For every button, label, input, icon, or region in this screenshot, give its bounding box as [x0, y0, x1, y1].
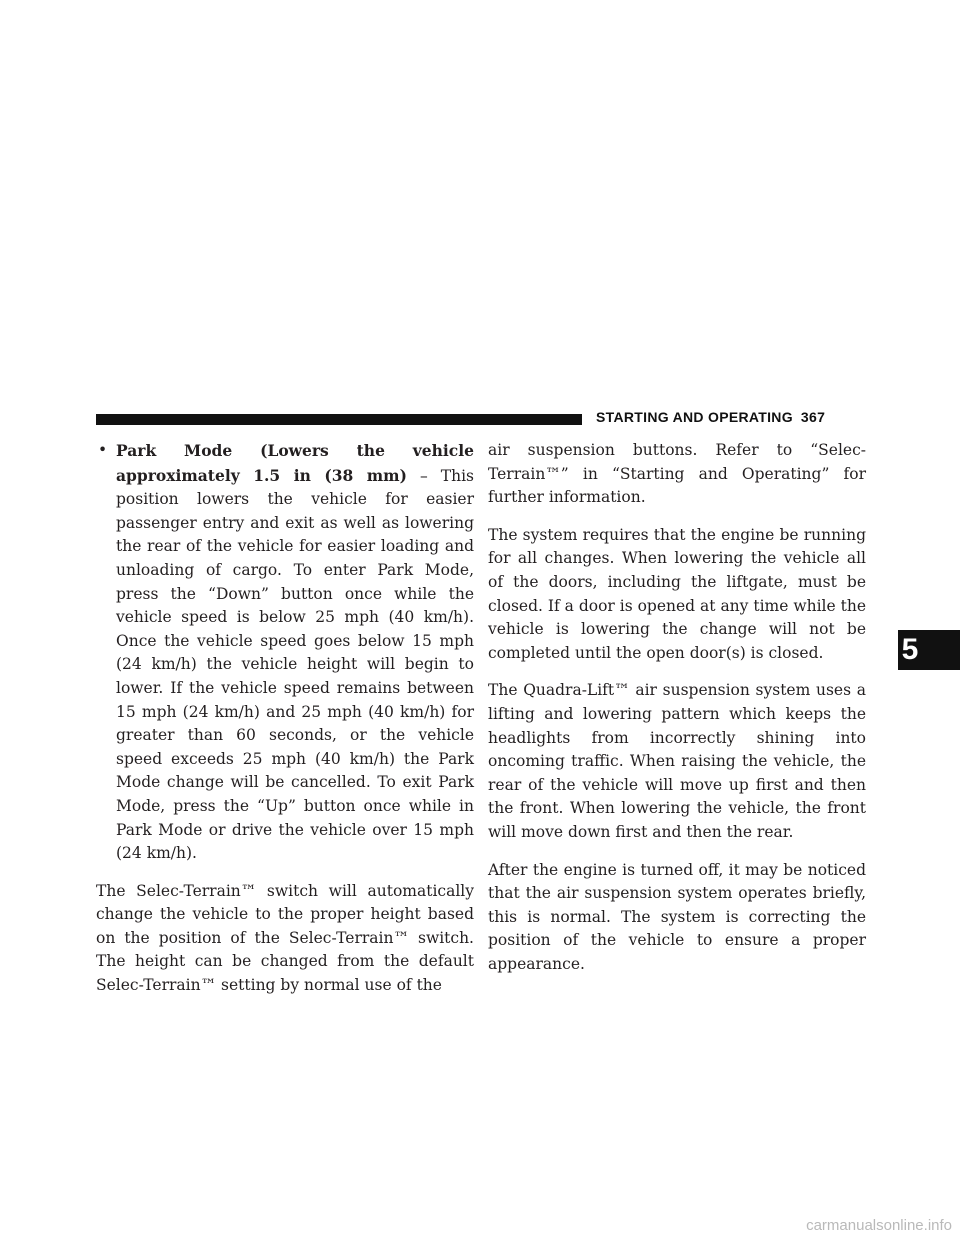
watermark: carmanualsonline.info	[806, 1217, 952, 1234]
park-mode-heading: Park Mode (Lowers the vehicle approximately 1.5 in (38 mm)	[116, 441, 474, 485]
park-mode-bullet	[96, 439, 474, 866]
selec-terrain-paragraph: The Selec-Terrain™ switch will automatically change the vehicle to the proper height based on the position of the Selec-Terrain™ switch. The height can be changed from the default Selec-Terrain™ setting by normal use of the	[96, 881, 474, 995]
right-column	[488, 439, 866, 990]
section-tab-number: 5	[901, 633, 919, 666]
paragraph-engine-off: After the engine is turned off, it may be noticed that the air suspension system operates briefly, this is normal. The system is correcting the position of the vehicle to ensure a proper appearance.	[488, 860, 866, 973]
park-mode-text: – This position lowers the vehicle for easier passenger entry and exit as well as lowering the rear of the vehicle for easier loading and unloading of cargo. To enter Park Mode, press the “Down” button once while the vehicle speed is below 25 mph (40 km/h). Once the vehicle speed goes below 15 mph (24 km/h) the vehicle height will begin to lower. If the vehicle speed remains between 15 mph (24 km/h) and 25 mph (40 km/h) for greater than 60 seconds, or the vehicle speed exceeds 25 mph (40 km/h) the Park Mode change will be cancelled. To exit Park Mode, press the “Up” button once while in Park Mode or drive the vehicle over 15 mph (24 km/h).	[116, 466, 474, 863]
bullet-marker: •	[98, 441, 108, 459]
left-column	[96, 439, 474, 1012]
page-number: 367	[800, 409, 826, 425]
header-rule-bar	[96, 414, 582, 425]
paragraph-lifting-pattern: The Quadra-Lift™ air suspension system uses a lifting and lowering pattern which keeps the headlights from incorrectly shining into oncoming traffic. When raising the vehicle, the rear of the vehicle will move up first and then the front. When lowering the vehicle, the front will move down first and then the rear.	[488, 681, 866, 841]
running-header	[596, 409, 825, 425]
paragraph-system-requirements: The system requires that the engine be running for all changes. When lowering the vehicle all of the doors, including the liftgate, must be closed. If a door is opened at any time while the vehicle is lowering the change will not be completed until the open door(s) is closed.	[488, 525, 866, 662]
paragraph-air-suspension-buttons: air suspension buttons. Refer to “Selec-Terrain™” in “Starting and Operating” for further information.	[488, 441, 866, 507]
section-tab	[898, 630, 960, 670]
section-title: STARTING AND OPERATING	[596, 409, 793, 425]
